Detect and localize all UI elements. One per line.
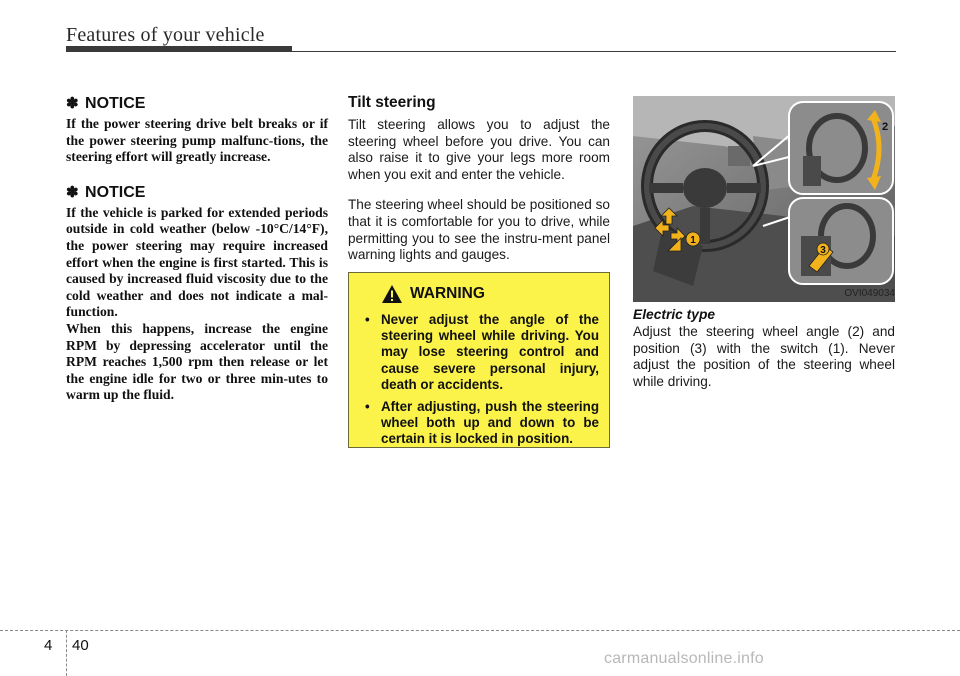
notice-heading — [66, 94, 328, 113]
body-paragraph: Adjust the steering wheel angle (2) and position (3) with the switch (1). Never adjust the position of the steering wheel while driving. — [633, 324, 895, 389]
steering-figure — [633, 96, 895, 302]
section-title: Tilt steering — [348, 94, 436, 111]
middle-column — [348, 94, 610, 264]
footer-divider — [66, 630, 67, 676]
section-header-title: Features of your vehicle — [66, 24, 265, 46]
notice-text: If the power steering drive belt breaks or if the power steering pump malfunc-tions, the steering effort will greatly increase. — [66, 116, 328, 165]
warning-header — [381, 284, 609, 304]
warning-title: WARNING — [410, 285, 485, 302]
footer-rule — [0, 630, 960, 631]
steering-wheel-illustration — [633, 96, 895, 302]
notice-star-icon: ✽ — [66, 95, 79, 112]
warning-item: • After adjusting, push the steering wheel both up and down to be certain it is locked in position. — [365, 399, 599, 447]
figure-code: OVI049034 — [844, 288, 895, 299]
header-rule — [66, 51, 896, 52]
notice-star-icon: ✽ — [66, 183, 79, 201]
warning-list — [359, 312, 599, 448]
right-column-text — [633, 307, 895, 390]
page-number: 40 — [72, 637, 89, 654]
left-column — [66, 94, 328, 404]
subsection-title: Electric type — [633, 307, 716, 322]
warning-item-text: Never adjust the angle of the steering wheel while driving. You may lose steering control and cause severe personal injury, death or accidents. — [381, 312, 599, 392]
body-paragraph: The steering wheel should be positioned so that it is comfortable for you to drive, while permitting you to see the instru-ment panel warning lights and gauges. — [348, 197, 610, 263]
warning-triangle-icon — [381, 284, 403, 304]
callout-1: 1 — [690, 235, 696, 246]
warning-item-text: After adjusting, push the steering wheel both up and down to be certain it is locked in position. — [381, 399, 599, 447]
warning-box — [348, 272, 610, 448]
warning-item: • Never adjust the angle of the steering wheel while driving. You may lose steering control and cause severe personal injury, death or accidents. — [365, 312, 599, 392]
callout-2: 2 — [882, 121, 889, 133]
notice-text: If the vehicle is parked for extended periods outside in cold weather (below -10°C/14°F), the power steering may require increased effort when the engine is first started. This is caused by increased fluid viscosity due to the cold weather and does not indicate a mal-function. — [66, 204, 328, 320]
notice-heading-label: NOTICE — [85, 95, 146, 112]
notice-text: When this happens, increase the engine RPM by depressing accelerator until the RPM reaches 1,500 rpm then release or let the engine idle for two or three min-utes to warm up the fluid. — [66, 320, 328, 403]
callout-3: 3 — [820, 245, 826, 256]
notice-heading-label: NOTICE — [85, 183, 146, 201]
body-paragraph: Tilt steering allows you to adjust the steering wheel before you drive. You can also raise it to give your legs more room when you exit and enter the vehicle. — [348, 117, 610, 182]
notice-heading — [66, 183, 328, 202]
watermark: carmanualsonline.info — [604, 650, 764, 667]
chapter-number: 4 — [44, 637, 53, 654]
